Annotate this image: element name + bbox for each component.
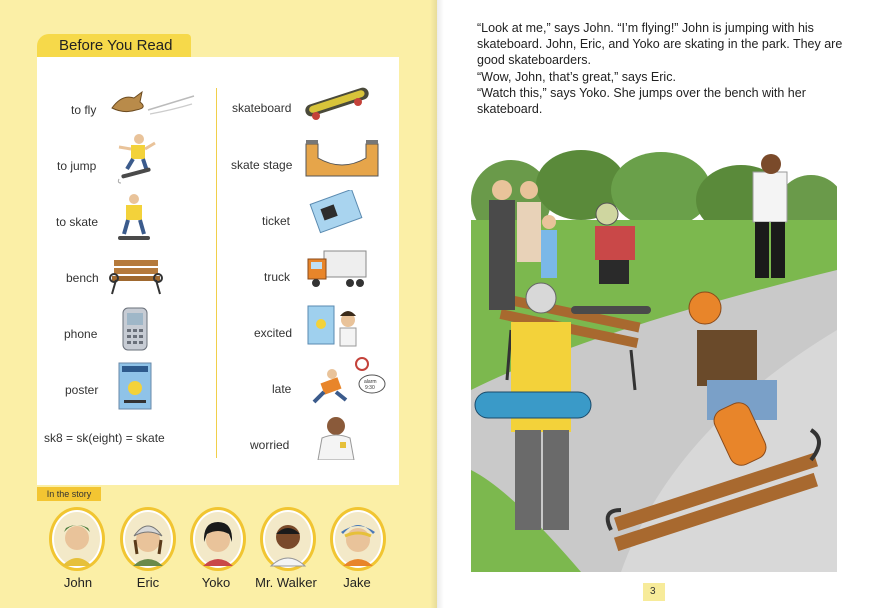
character-name: Yoko [201, 575, 231, 590]
worried-man-icon [310, 414, 362, 460]
bench-icon [108, 256, 164, 296]
character-name: Jake [343, 575, 371, 590]
bird-icon [108, 88, 196, 120]
vocab-word-fly: to fly [71, 103, 97, 117]
skateboard-icon [302, 82, 372, 124]
vocabulary-divider [216, 88, 217, 458]
jumping-skater-icon [113, 133, 159, 185]
story-text [477, 20, 847, 117]
story-paragraph: “Wow, John, that’s great,” says Eric. [477, 69, 676, 84]
vocab-word-truck: truck [264, 270, 291, 284]
late-runner-icon [306, 356, 386, 406]
character-name: Mr. Walker [255, 575, 317, 590]
character-name: Eric [136, 575, 160, 590]
vocab-word-skate-stage: skate stage [231, 158, 293, 172]
excited-girl-icon [306, 304, 362, 348]
vocab-word-phone: phone [64, 327, 98, 341]
halfpipe-icon [304, 138, 380, 178]
vocab-word-jump: to jump [57, 159, 97, 173]
svg-text:alarm: alarm [364, 379, 377, 385]
page-gutter [430, 0, 444, 608]
truck-icon [306, 247, 368, 289]
vocab-word-late: late [272, 382, 292, 396]
skate-park-scene [471, 130, 837, 572]
story-paragraph: “Watch this,” says Yoko. She jumps over the bench with her skateboard. [477, 85, 806, 117]
sk8-note: sk8 = sk(eight) = skate [44, 431, 165, 445]
svg-text:9:30: 9:30 [365, 385, 375, 391]
vocab-word-worried: worried [250, 438, 290, 452]
poster-icon [118, 362, 152, 410]
eric-portrait-icon [123, 510, 173, 568]
skate-park-illustration [471, 130, 837, 572]
phone-icon [121, 306, 149, 352]
character-eric [120, 507, 176, 571]
vocab-word-ticket: ticket [262, 214, 291, 228]
vocab-word-skateboard: skateboard [232, 101, 292, 115]
section-title: Before You Read [59, 37, 173, 54]
vocab-word-bench: bench [66, 271, 99, 285]
mr-walker-portrait-icon [263, 510, 313, 568]
jake-portrait-icon [333, 510, 383, 568]
character-john [49, 507, 105, 571]
john-portrait-icon [52, 510, 102, 568]
ticket-icon [306, 190, 364, 234]
vocab-word-poster: poster [65, 383, 99, 397]
vocab-word-excited: excited [254, 326, 293, 340]
character-jake [330, 507, 386, 571]
character-mr-walker [260, 507, 316, 571]
skating-boy-icon [114, 192, 154, 244]
vocab-word-skate: to skate [56, 215, 99, 229]
page-number: 3 [650, 586, 656, 597]
character-yoko [190, 507, 246, 571]
character-name: John [63, 575, 93, 590]
in-the-story-label: In the story [37, 487, 101, 501]
story-paragraph: “Look at me,” says John. “I’m flying!” John is jumping with his skateboard. John, Eric, and Yoko are skating in the park. They are good skateboarders. [477, 21, 843, 68]
yoko-portrait-icon [193, 510, 243, 568]
